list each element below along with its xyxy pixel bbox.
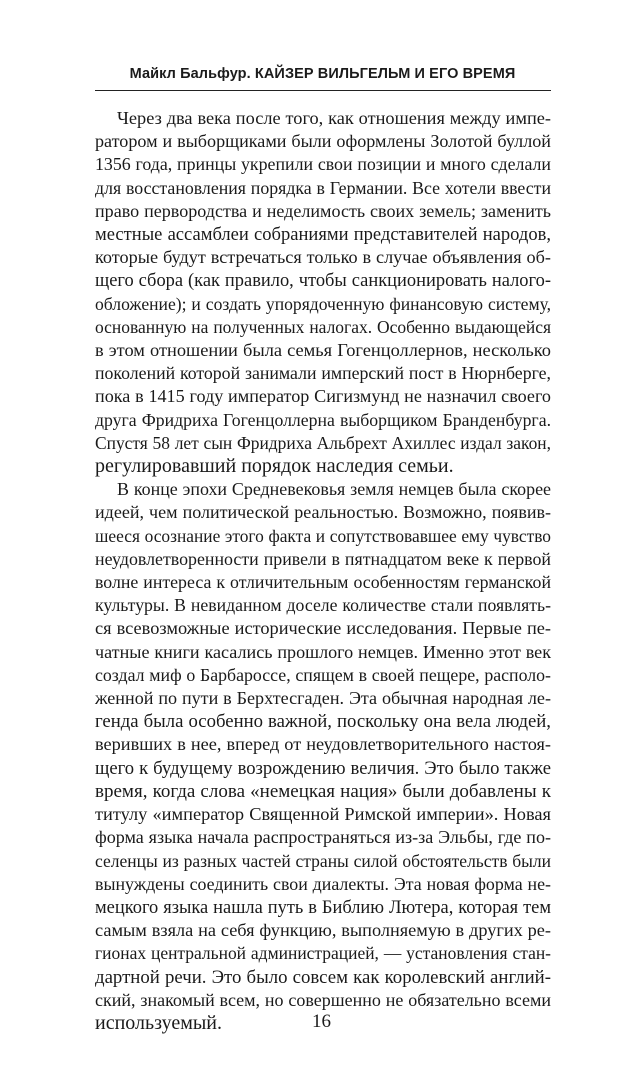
text-line: шееся осознание этого факта и сопутствовавшее ему чувство	[95, 526, 551, 546]
text-line: регулировавший порядок наследия семьи.	[95, 455, 454, 478]
text-line: гионах центральной администрацией, — установления стан-	[95, 943, 551, 964]
text-line: вынуждены соединить свои диалекты. Эта новая форма не-	[95, 873, 551, 894]
text-line: культуры. В невиданном доселе количестве стали появлять-	[95, 595, 551, 616]
text-line: создал миф о Барбароссе, спящем в своей пещере, располо-	[95, 664, 551, 685]
text-line: поколений которой занимали имперский пост в Нюрнберге,	[95, 363, 551, 384]
text-line: веривших в нее, вперед от неудовлетворительного настоя-	[95, 734, 551, 755]
text-line: неудовлетворенности привели в пятнадцатом веке к первой	[95, 548, 551, 569]
text-line: В конце эпохи Средневековья земля немцев была скорее	[117, 479, 551, 500]
text-line: друга Фридриха Гогенцоллерна выборщиком Бранденбурга.	[95, 409, 551, 430]
text-line: время, когда слова «немецкая нация» были добавлены к	[95, 780, 551, 802]
text-line: ратором и выборщиками были оформлены Золотой буллой	[95, 131, 551, 152]
text-line: дартной речи. Это было совсем как королевский англий-	[95, 966, 551, 988]
text-line: волне интереса к отличительным особенностям германской	[95, 572, 551, 593]
text-line: Через два века после того, как отношения между импе-	[117, 108, 551, 128]
text-line: щего сбора (как правило, чтобы санкционировать налого-	[95, 270, 551, 291]
text-line: идеей, чем политической реальностью. Возможно, появив-	[95, 502, 551, 523]
text-line: в этом отношении была семья Гогенцоллернов, несколько	[95, 340, 551, 361]
text-line: местные ассамблеи собраниями представителей народов,	[95, 224, 551, 246]
text-line: селенцы из разных частей страны силой обстоятельств были	[95, 850, 551, 871]
text-line: самым взяла на себя функцию, выполняемую в других ре-	[95, 920, 551, 941]
running-head: Майкл Бальфур. КАЙЗЕР ВИЛЬГЕЛЬМ И ЕГО ВРЕМЯ	[129, 66, 516, 82]
paragraph-1	[95, 107, 551, 478]
text-line: основанную на полученных налогах. Особенно выдающейся	[95, 316, 551, 337]
text-line: щего к будущему возрождению величия. Это было также	[95, 757, 551, 779]
text-line: которые будут встречаться только в случае объявления об-	[95, 247, 551, 268]
text-line: ский, знакомый всем, но совершенно не обязательно всеми	[95, 989, 551, 1010]
text-line: генда была особенно важной, поскольку она вела людей,	[95, 711, 551, 733]
text-line: пока в 1415 году император Сигизмунд не назначил своего	[95, 386, 551, 407]
text-line: чатные книги касались прошлого немцев. Именно этот век	[95, 641, 551, 662]
text-line: право первородства и неделимость своих земель; заменить	[95, 200, 551, 221]
header-rule	[95, 90, 551, 91]
text-line: женной по пути в Берхтесгаден. Эта обычная народная ле-	[95, 688, 551, 709]
text-line: ся всевозможные исторические исследования. Первые пе-	[95, 618, 551, 639]
text-line: мецкого языка нашла путь в Библию Лютера, которая тем	[95, 896, 551, 917]
text-line: Спустя 58 лет сын Фридриха Альбрехт Ахиллес издал закон,	[95, 432, 551, 453]
text-line: форма языка начала распространяться из-за Эльбы, где по-	[95, 827, 551, 848]
page-number: 16	[312, 1011, 331, 1032]
text-line: 1356 года, принцы укрепили свои позиции и много сделали	[95, 154, 551, 175]
text-line: используемый.	[95, 1011, 223, 1034]
text-line: обложение); и создать упорядоченную финансовую систему,	[95, 293, 551, 314]
text-line: для восстановления порядка в Германии. Все хотели ввести	[95, 177, 551, 198]
text-line: титулу «император Священной Римской империи». Новая	[95, 804, 551, 825]
paragraph-2	[95, 478, 551, 1035]
body-text	[95, 107, 551, 1035]
